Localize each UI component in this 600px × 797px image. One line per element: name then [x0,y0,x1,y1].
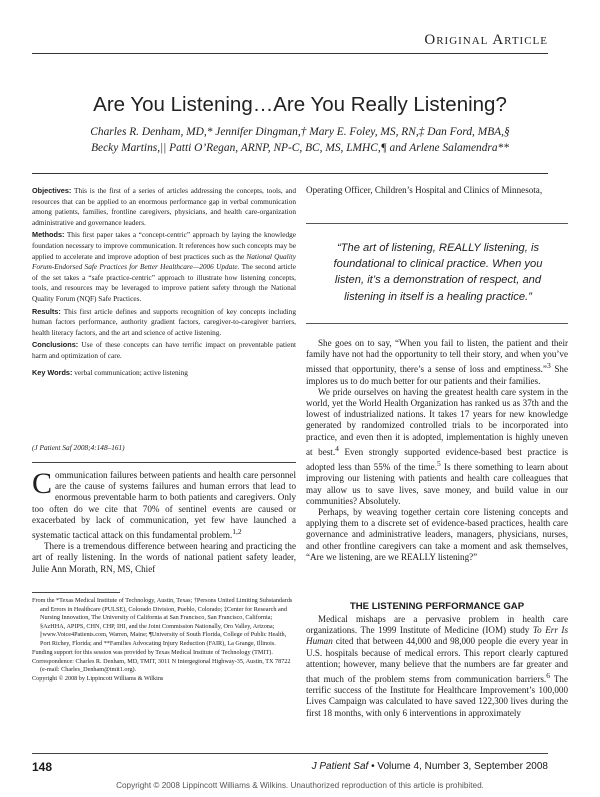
abstract-objectives [32,186,296,228]
drop-cap: C [32,467,53,500]
footer-rule [32,753,548,754]
article-title: Are You Listening…Are You Really Listening? [93,93,507,116]
footnote-rule [32,592,120,593]
medical-text-b: cited that between 44,000 and 98,000 people die every year in U.S. hospitals because of medical errors. This report clearly captured attention; however, many believe that the numbers are far greater and that much of the problem stems from communication barriers. [306,636,569,685]
footnote-funding: Funding support for this session was provided by Texas Medical Institute of Technology (TMIT). [32,648,273,656]
conclusions-text: Use of these concepts can have terrific impact on preventable patient harm and optimization of care. [32,340,296,360]
section-label: Original Article [424,32,548,48]
she-goes-text: She goes on to say, “When you fail to listen, the patient and their family have not had the opportunity to tell their story, and when you’ve missed that opportunity, there’s a sense of loss and emptiness.” [306,338,568,375]
intro-continued: Operating Officer, Children’s Hospital and Clinics of Minnesota, [306,185,543,195]
we-pride-ref-2: 5 [437,459,441,469]
authors-rule [32,173,548,174]
paragraph-she-goes [306,338,568,387]
intro-paragraph-1 [32,467,296,541]
keywords-label: Key Words: [32,367,73,377]
conclusions-label: Conclusions: [32,340,79,350]
methods-text: This first paper takes a “concept-centric” approach by laying the knowledge foundation necessary to improve communication. It references how such concepts may be applied to accelerate and improve adoption of best practices such as the [32,230,296,261]
abstract-keywords [32,368,296,379]
keywords-text: verbal communication; active listening [74,367,188,377]
we-pride-text: We pride ourselves on having the greatest health care system in the world, yet the World Health Organization has ranked us as 37th and the lowest of industrialized nations. It takes 17 years for new knowledge generated by randomized controlled trials to be incorporated into practice, and even then it is adopted, implementation is highly uneven at best. [306,386,568,457]
methods-italic: National Quality Forum-Endorsed Safe Practices for Better Healthcare—2006 Update. [32,251,296,272]
objectives-text: This is the first of a series of articles addressing the concepts, tools, and resources that can be applied to an enormous performance gap in verbal communication among patients, families, frontline caregivers, physicians, and health care-organization administrative and governance leaders. [32,186,296,227]
copyright-banner: Copyright © 2008 Lippincott Williams & Wilkins. Unauthorized reproduction of this article is prohibited. [116,781,484,790]
results-label: Results: [32,306,61,316]
section-heading: THE LISTENING PERFORMANCE GAP [349,601,525,612]
authors-line-2: Becky Martins,|| Patti O’Regan, ARNP, NP-C, BC, MS, LMHC,¶ and Arlene Salamendra** [91,142,509,154]
journal-info [312,761,548,772]
abstract [32,186,296,380]
methods-text-b: The second article of the set takes a “safe practice-centric” approach to illustrate how listening concepts, tools, and resources may be leveraged to improve patient safety through the National Quality Forum (NQF) Safe Practices. [32,262,296,303]
she-goes-tail: She implores us to do much better for our patients and their families. [306,364,568,386]
paragraph-perhaps: Perhaps, by weaving together certain core listening concepts and applying them to a discrete set of evidence-based practices, health care governance and administrative leaders, managers, physicians, nurses, and other frontline caregivers can take a moment and ask themselves, “Are we listening, are we REALLY listening?” [306,506,568,562]
citation: (J Patient Saf 2008;4:148–161) [32,443,125,452]
journal-details: • Volume 4, Number 3, September 2008 [371,761,548,772]
pull-quote: “The art of listening, REALLY listening, is foundational to clinical practice. When you listen, it’s a demonstration of respect, and listening in itself is a healing practice.” [333,242,543,303]
we-pride-tail: Is there something to learn about improving our listening with patients and health care colleagues that may allow us to save lives, save money, and build value in our communities? Absolutely. [306,462,568,506]
footnote-affiliations: From the *Texas Medical Institute of Technology, Austin, Texas; †Persons United Limiting Substandards and Errors in Healthcare (PULSE), Colorado Division, Pueblo, Colorado; ‡Center for Research and Nursing Innovation, The University of California at San Francisco, San Francisco, California; §AzHHA, APIPS, CHN, CHP, IHI, and the Joint Commission Nationally, Oro Valley, Arizona; ||www.Voice4Patients.com, Warren, Maine; ¶University of South Florida, College of Public Health, Port Richey, Florida; and **Families Advocating Injury Reduction (FAIR), La Grange, Illinois. [32,597,293,647]
footnotes [32,597,296,684]
methods-label: Methods: [32,230,65,240]
medical-italic: To Err Is Human [306,625,568,647]
column-2-continuation [306,185,568,196]
column-2-body [306,338,568,563]
abstract-conclusions [32,340,296,361]
she-goes-ref: 3 [546,361,551,371]
page-number: 148 [32,760,53,774]
footnote-copyright: Copyright © 2008 by Lippincott Williams & Wilkins [32,675,164,682]
top-rule [32,53,548,54]
paragraph-medical-mishaps [306,614,568,719]
pull-quote-rule-top [306,223,568,224]
medical-text-c: The terrific success of the Institute for Healthcare Improvement’s 100,000 Lives Campaign was calculated to have saved 122,300 lives during the first 18 months, with only 6 interventions in approximately [306,674,569,718]
we-pride-mid: Even strongly supported evidence-based best practice is adopted less than 55% of the time. [306,446,568,473]
abstract-methods [32,230,296,304]
intro-paragraph-2: There is a tremendous difference between hearing and practicing the art of really listening. In the words of national patient safety leader, Julie Ann Morath, RN, MS, Chief [32,541,296,574]
abstract-results [32,307,296,339]
footnote-correspondence: Correspondence: Charles R. Denham, MD, TMIT, 3011 N Intergegional Highway-35, Austin, TX 78722 (e-mail: Charles_Denham@tmit1.org). [32,657,291,673]
paragraph-we-pride [306,387,568,507]
intro-p1-ref: 1,2 [232,527,242,537]
section-body [306,614,568,719]
authors-line-1: Charles R. Denham, MD,* Jennifer Dingman,† Mary E. Foley, MS, RN,‡ Dan Ford, MBA,§ [90,126,510,138]
author-list [70,124,530,156]
we-pride-ref: 4 [335,443,339,453]
abstract-rule [32,462,296,463]
journal-name: J Patient Saf [311,761,369,772]
results-text: This first article defines and supports recognition of key concepts including human factors performance, authority gradient factors, caregiver-to-caregiver barriers, health literacy factors, and the art and science of active listening. [32,306,296,337]
objectives-label: Objectives: [32,186,72,195]
medical-ref: 6 [546,671,550,681]
pull-quote-rule-bottom [306,323,568,324]
intro-text [32,467,296,575]
intro-p1-text: ommunication failures between patients and health care personnel are the cause of systems failures and human errors that lead to enormous preventable harm to both patients and caregivers. Only too often do we cite that 70% of sentinel events are caused or exacerbated by lack of communication, yet few have launched a systematic tactical attack on this fundamental problem. [32,470,296,541]
medical-text-a: Medical mishaps are a pervasive problem in health care organizations. The 1999 Institute of Medicine (IOM) study [306,614,568,636]
